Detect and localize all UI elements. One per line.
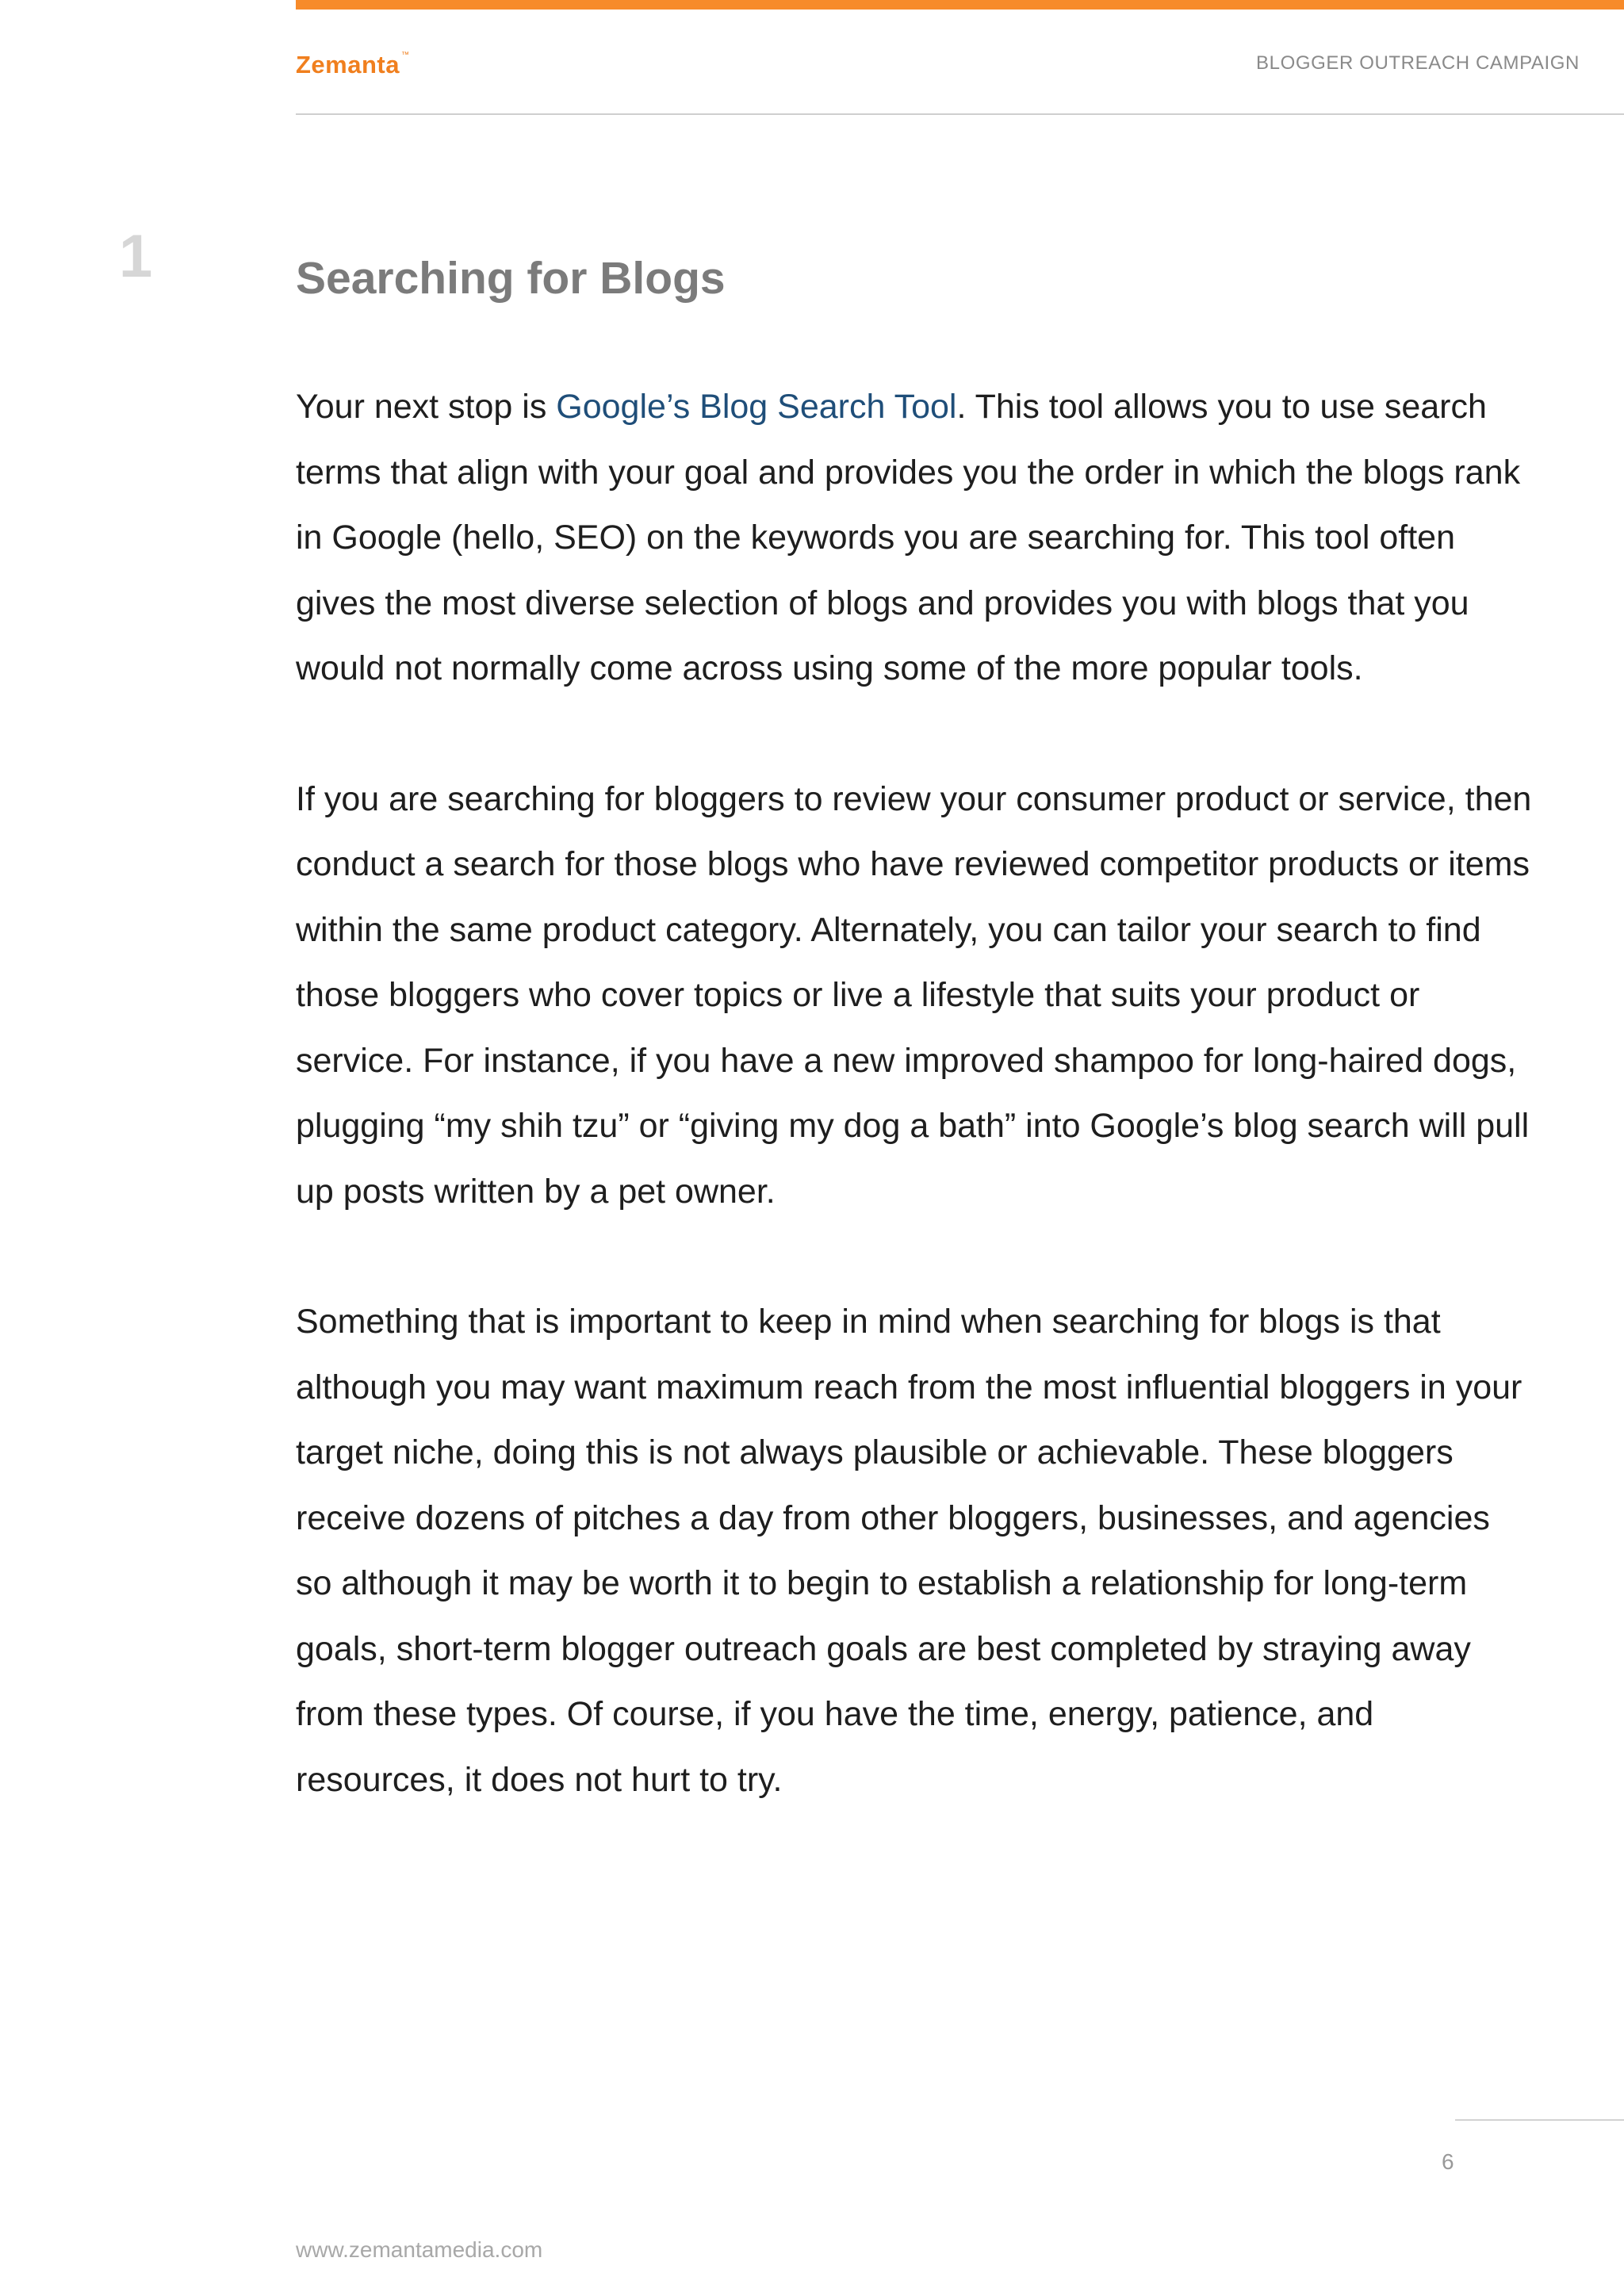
logo-trademark: ™ — [400, 51, 410, 59]
paragraph-1-intro: Your next stop is — [296, 388, 557, 426]
section-number: 1 — [119, 223, 153, 290]
paragraph-1 — [296, 374, 1533, 702]
google-blog-search-link[interactable]: Google’s Blog Search Tool — [556, 388, 957, 426]
section-heading: Searching for Blogs — [296, 253, 726, 304]
paragraph-3: Something that is important to keep in mind when searching for blogs is that although you may want maximum reach from the most influential bloggers in your target niche, doing this is not always plausible or achievable. These bloggers receive dozens of pitches a day from other bloggers, businesses, and agencies so although it may be worth it to begin to establish a relationship for long-term goals, short-term blogger outreach goals are best completed by straying away from these types. Of course, if you have the time, energy, patience, and resources, it does not hurt to try. — [296, 1303, 1522, 1799]
top-accent-bar — [296, 0, 1624, 10]
page-number: 6 — [1442, 2149, 1454, 2174]
logo-text: Zemanta — [296, 51, 400, 78]
footer-website-url: www.zemantamedia.com — [296, 2237, 543, 2262]
paragraph-1-rest: . This tool allows you to use search terms that align with your goal and provides you the order in which the blogs rank in Google (hello, SEO) on the keywords you are searching for. This tool often gives the most diverse selection of blogs and provides you with blogs that you would not normally come across using some of the more popular tools. — [296, 388, 1521, 687]
paragraph-2: If you are searching for bloggers to review your consumer product or service, then conduct a search for those blogs who have reviewed competitor products or items within the same product category. Alternately, you can tailor your search to find those bloggers who cover topics or live a lifestyle that suits your product or service. For instance, if you have a new improved shampoo for long-haired dogs, plugging “my shih tzu” or “giving my dog a bath” into Google’s blog search will pull up posts written by a pet owner. — [296, 779, 1532, 1211]
document-title: BLOGGER OUTREACH CAMPAIGN — [1256, 52, 1580, 74]
zemanta-logo — [296, 51, 409, 79]
body-content — [296, 374, 1533, 1877]
header-divider — [296, 113, 1624, 115]
footer-divider — [1455, 2119, 1624, 2121]
